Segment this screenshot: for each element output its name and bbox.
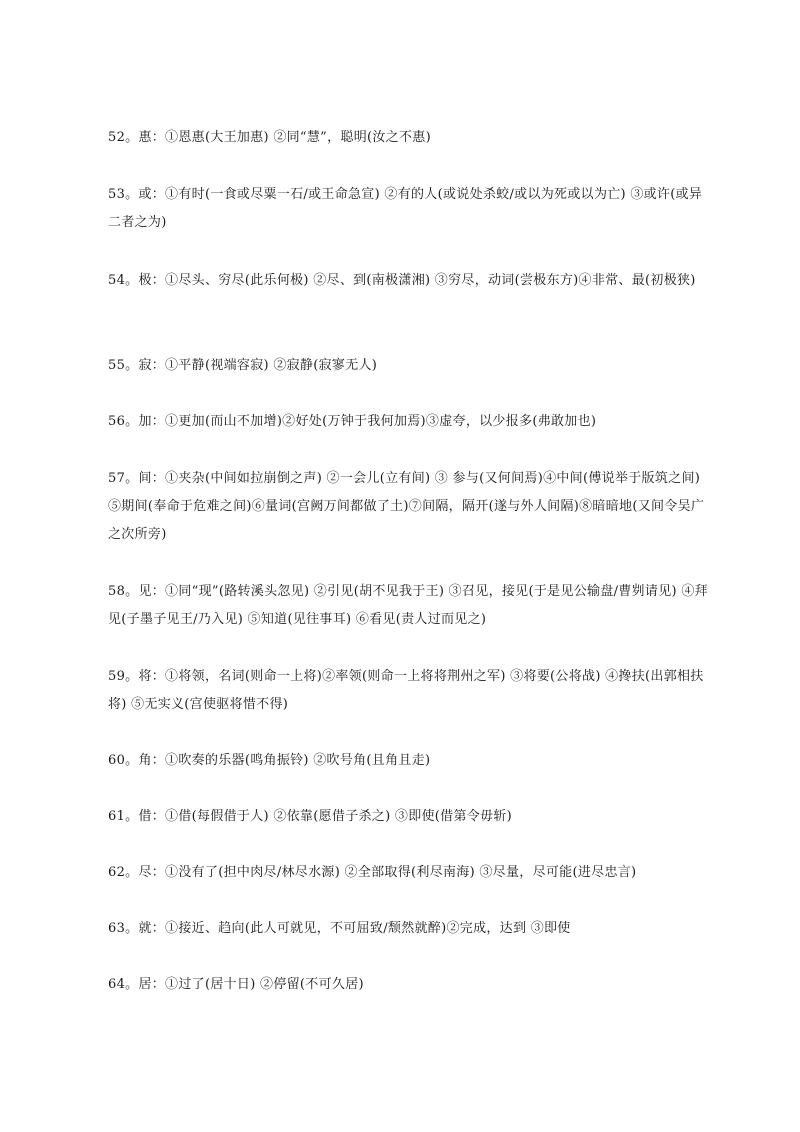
- entry-60: 60。角：①吹奏的乐器(鸣角振铃) ②吹号角(且角且走): [108, 753, 431, 768]
- entry-55: 55。寂：①平静(视端容寂) ②寂静(寂寥无人): [108, 358, 378, 373]
- entry-59: 59。将：①将领，名词(则命一上将)②率领(则命一上将将荆州之军) ③将要(公将战) ④搀扶(出郭相扶将) ⑤无实义(宫使驱将惜不得): [108, 669, 704, 712]
- entry-56: 56。加：①更加(而山不加增)②好处(万钟于我何加焉)③虚夸，以少报多(弗敢加也): [108, 414, 597, 429]
- entry-57: 57。间：①夹杂(中间如拉崩倒之声) ②一会儿(立有间) ③ 参与(又何间焉)④中间(傅说举于版筑之间)⑤期间(奉命于危难之间)⑥量词(宫阙万间都做了土)⑦间隔，隔开(遂与外人间隔)⑧暗暗地(又间令吴广之次所旁): [108, 471, 705, 542]
- entry-58: 58。见：①同“现”(路转溪头忽见) ②引见(胡不见我于王) ③召见，接见(于是见公输盘/曹刿请见) ④拜见(子墨子见王/乃入见) ⑤知道(见往事耳) ⑥看见(责人过而见之): [108, 584, 708, 627]
- entry-54: 54。极：①尽头、穷尽(此乐何极) ②尽、到(南极潇湘) ③穷尽，动词(尝极东方)④非常、最(初极狭): [108, 273, 696, 288]
- entry-52: 52。惠：①恩惠(大王加惠) ②同“慧”，聪明(汝之不惠): [108, 130, 431, 145]
- entry-53: 53。或：①有时(一食或尽粟一石/或王命急宣) ②有的人(或说处杀蛟/或以为死或以为亡) ③或许(或异二者之为): [108, 187, 703, 230]
- entry-61: 61。借：①借(每假借于人) ②依靠(愿借子杀之) ③即使(借第令毋斩): [108, 809, 513, 824]
- entry-64: 64。居：①过了(居十日) ②停留(不可久居): [108, 977, 364, 992]
- entry-62: 62。尽：①没有了(担中肉尽/林尽水源) ②全部取得(利尽南海) ③尽量，尽可能(进尽忠言): [108, 865, 637, 880]
- entry-63: 63。就：①接近、趋向(此人可就见，不可屈致/颓然就醉)②完成，达到 ③即使: [108, 921, 571, 936]
